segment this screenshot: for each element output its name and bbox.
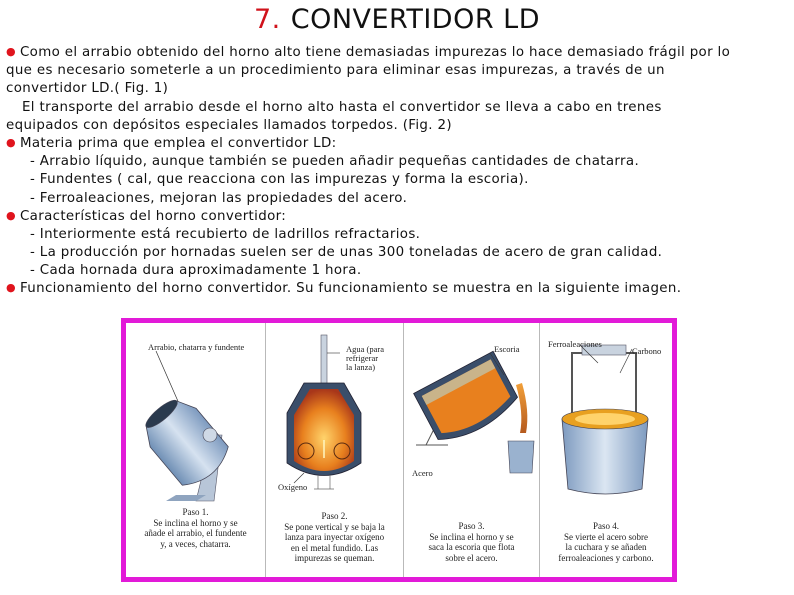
paragraph-line: ● Como el arrabio obtenido del horno alto tiene demasiadas impurezas lo hace demasiado frágil por lo — [6, 45, 731, 60]
label-steel: Acero — [412, 468, 433, 478]
caption-step-4: Paso 4. Se vierte el acero sobre la cuchara y se añaden ferroaleaciones y carbono. — [558, 521, 654, 563]
bullet-icon: ● — [6, 281, 16, 295]
label-raw-materials: Arrabio, chatarra y fundente — [148, 342, 245, 352]
label-ferroalloys: Ferroaleaciones — [548, 339, 602, 349]
bullet-icon: ● — [6, 135, 16, 149]
bullet-line: ● Materia prima que emplea el convertidor LD: — [6, 135, 337, 151]
list-item: - Interiormente está recubierto de ladrillos refractarios. — [30, 226, 421, 242]
slide-title — [0, 4, 794, 35]
paragraph-line: que es necesario someterle a un procedimiento para eliminar esas impurezas, a través de un — [6, 63, 665, 79]
label-water: Agua (para refrigerar la lanza) — [346, 344, 384, 372]
panel-step-2 — [266, 323, 404, 577]
list-item: - Cada hornada dura aproximadamente 1 hora. — [30, 263, 362, 279]
caption-step-2: Paso 2. Se pone vertical y se baja la lanza para inyectar oxígeno en el metal fundido. Las impurezas se queman. — [284, 511, 385, 563]
bullet-line: ● Funcionamiento del horno convertidor. Su funcionamiento se muestra en la siguiente imagen. — [6, 281, 682, 297]
panel-step-4 — [540, 323, 672, 577]
slide-title-text: CONVERTIDOR LD — [290, 4, 541, 35]
label-oxygen: Oxígeno — [278, 482, 308, 492]
label-slag: Escoria — [494, 344, 520, 354]
list-item: - Arrabio líquido, aunque también se pueden añadir pequeñas cantidades de chatarra. — [30, 154, 640, 170]
bullet-icon: ● — [6, 45, 16, 58]
panel-step-3 — [404, 323, 540, 577]
label-carbon: Carbono — [632, 346, 662, 356]
converter-figure — [121, 318, 677, 582]
caption-step-3: Paso 3. Se inclina el horno y se saca la escoria que flota sobre el acero. — [428, 521, 515, 563]
slide-number: 7. — [253, 4, 281, 35]
caption-step-1: Paso 1. Se inclina el horno y se añade el arrabio, el fundente y, a veces, chatarra. — [144, 507, 247, 549]
list-item: - La producción por hornadas suelen ser de unas 300 toneladas de acero de gran calidad. — [30, 245, 663, 261]
figure-panels — [126, 323, 672, 577]
bullet-line: ● Características del horno convertidor: — [6, 208, 287, 224]
list-item: - Fundentes ( cal, que reacciona con las impurezas y forma la escoria). — [30, 172, 529, 188]
paragraph-line: equipados con depósitos especiales llamados torpedos. (Fig. 2) — [6, 117, 452, 133]
bullet-icon: ● — [6, 208, 16, 222]
slide-body — [6, 44, 788, 299]
panel-step-1 — [126, 323, 266, 577]
paragraph-line: El transporte del arrabio desde el horno alto hasta el convertidor se lleva a cabo en trenes — [22, 99, 662, 115]
list-item: - Ferroaleaciones, mejoran las propiedades del acero. — [30, 190, 408, 206]
paragraph-line: convertidor LD.( Fig. 1) — [6, 81, 169, 97]
